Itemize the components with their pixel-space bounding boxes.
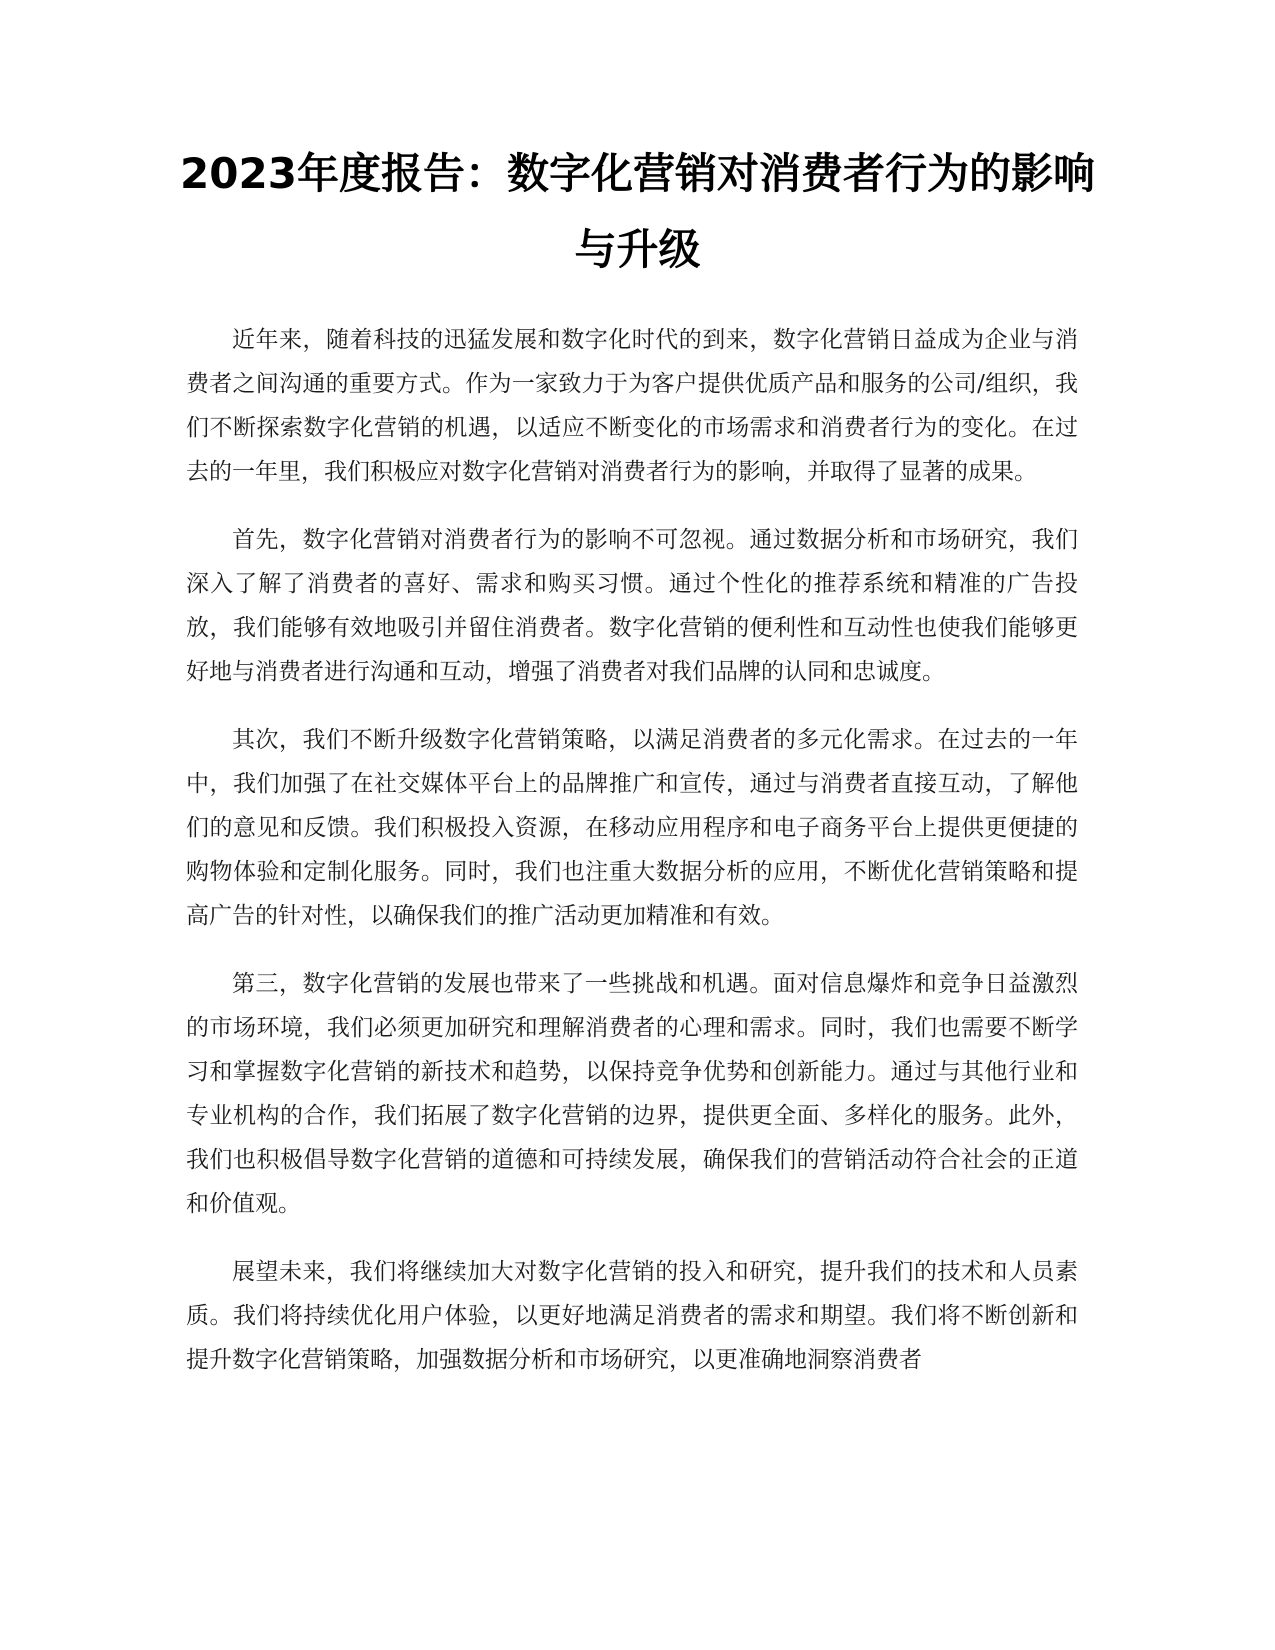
paragraph-first: 首先，数字化营销对消费者行为的影响不可忽视。通过数据分析和市场研究，我们深入了解了消费者的喜好、需求和购买习惯。通过个性化的推荐系统和精准的广告投放，我们能够有效地吸引并留住消费者。数字化营销的便利性和互动性也使我们能够更好地与消费者进行沟通和互动，增强了消费者对我们品牌的认同和忠诚度。: [186, 527, 1078, 685]
paragraph-third: 第三，数字化营销的发展也带来了一些挑战和机遇。面对信息爆炸和竞争日益激烈的市场环境，我们必须更加研究和理解消费者的心理和需求。同时，我们也需要不断学习和掌握数字化营销的新技术和趋势，以保持竞争优势和创新能力。通过与其他行业和专业机构的合作，我们拓展了数字化营销的边界，提供更全面、多样化的服务。此外，我们也积极倡导数字化营销的道德和可持续发展，确保我们的营销活动符合社会的正道和价值观。: [186, 971, 1078, 1217]
document-body: [186, 318, 1078, 1406]
paragraph-outlook: 展望未来，我们将继续加大对数字化营销的投入和研究，提升我们的技术和人员素质。我们将持续优化用户体验，以更好地满足消费者的需求和期望。我们将不断创新和提升数字化营销策略，加强数据分析和市场研究，以更准确地洞察消费者: [186, 1259, 1078, 1373]
paragraph-intro: 近年来，随着科技的迅猛发展和数字化时代的到来，数字化营销日益成为企业与消费者之间沟通的重要方式。作为一家致力于为客户提供优质产品和服务的公司/组织，我们不断探索数字化营销的机遇，以适应不断变化的市场需求和消费者行为的变化。在过去的一年里，我们积极应对数字化营销对消费者行为的影响，并取得了显著的成果。: [186, 327, 1078, 485]
paragraph-second: 其次，我们不断升级数字化营销策略，以满足消费者的多元化需求。在过去的一年中，我们加强了在社交媒体平台上的品牌推广和宣传，通过与消费者直接互动，了解他们的意见和反馈。我们积极投入资源，在移动应用程序和电子商务平台上提供更便捷的购物体验和定制化服务。同时，我们也注重大数据分析的应用，不断优化营销策略和提高广告的针对性，以确保我们的推广活动更加精准和有效。: [186, 727, 1078, 929]
document-title: 2023年度报告：数字化营销对消费者行为的影响与升级: [180, 149, 1095, 274]
